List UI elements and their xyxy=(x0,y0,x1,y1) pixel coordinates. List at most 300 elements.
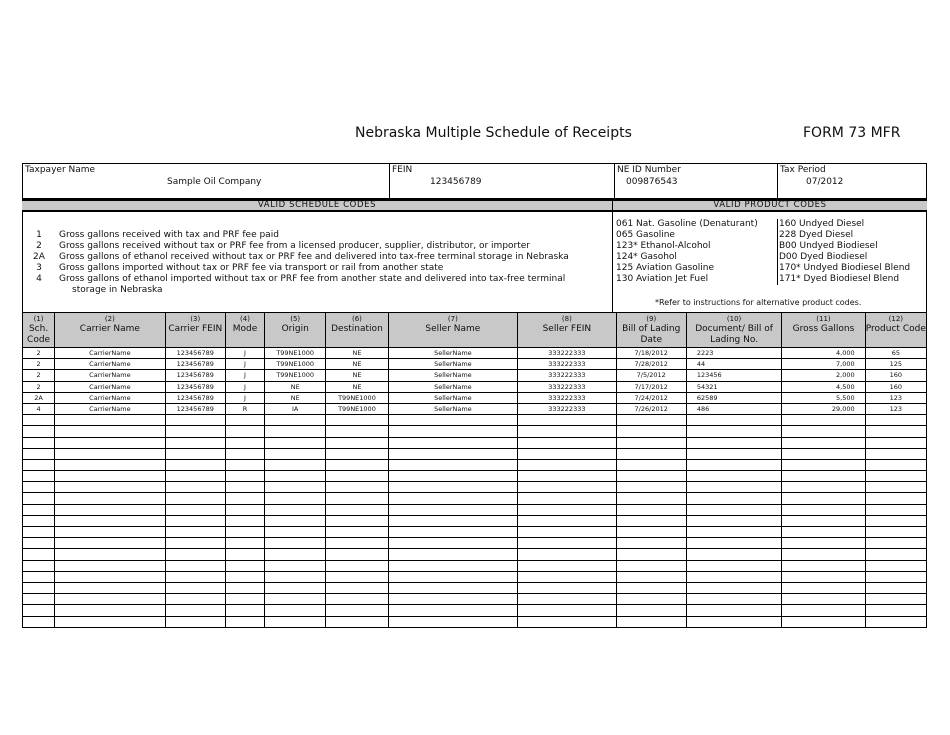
table-cell[interactable] xyxy=(55,571,165,582)
table-cell[interactable]: 4,500 xyxy=(782,381,865,392)
table-cell[interactable] xyxy=(686,504,781,515)
table-cell[interactable] xyxy=(23,448,55,459)
table-cell[interactable]: 123456789 xyxy=(165,348,225,359)
table-cell[interactable] xyxy=(225,482,264,493)
table-cell[interactable] xyxy=(616,459,686,470)
table-cell[interactable]: 7/28/2012 xyxy=(616,359,686,370)
table-cell[interactable] xyxy=(225,616,264,627)
table-cell[interactable]: J xyxy=(225,359,264,370)
table-cell[interactable] xyxy=(55,527,165,538)
table-cell[interactable] xyxy=(326,527,388,538)
table-cell[interactable] xyxy=(388,459,518,470)
table-cell[interactable] xyxy=(23,459,55,470)
table-cell[interactable] xyxy=(616,549,686,560)
table-cell[interactable] xyxy=(518,560,616,571)
table-cell[interactable] xyxy=(165,415,225,426)
table-cell[interactable] xyxy=(865,616,926,627)
table-cell[interactable]: 123456789 xyxy=(165,381,225,392)
table-cell[interactable] xyxy=(686,616,781,627)
table-cell[interactable] xyxy=(23,493,55,504)
table-cell[interactable] xyxy=(265,426,326,437)
table-cell[interactable] xyxy=(225,582,264,593)
table-cell[interactable]: J xyxy=(225,348,264,359)
table-cell[interactable] xyxy=(782,415,865,426)
table-cell[interactable]: 123 xyxy=(865,403,926,414)
table-cell[interactable] xyxy=(865,426,926,437)
table-cell[interactable] xyxy=(388,448,518,459)
table-cell[interactable] xyxy=(686,426,781,437)
table-cell[interactable] xyxy=(23,504,55,515)
table-cell[interactable] xyxy=(518,582,616,593)
table-cell[interactable]: SellerName xyxy=(388,403,518,414)
table-cell[interactable] xyxy=(55,594,165,605)
table-cell[interactable] xyxy=(782,594,865,605)
table-cell[interactable] xyxy=(782,437,865,448)
table-cell[interactable] xyxy=(388,527,518,538)
table-cell[interactable]: R xyxy=(225,403,264,414)
table-cell[interactable]: 2 xyxy=(23,381,55,392)
table-cell[interactable] xyxy=(225,515,264,526)
table-cell[interactable] xyxy=(616,560,686,571)
table-cell[interactable] xyxy=(616,538,686,549)
table-cell[interactable] xyxy=(782,426,865,437)
table-cell[interactable] xyxy=(782,471,865,482)
table-cell[interactable] xyxy=(225,527,264,538)
table-cell[interactable] xyxy=(55,538,165,549)
table-cell[interactable] xyxy=(388,482,518,493)
table-cell[interactable] xyxy=(55,504,165,515)
table-cell[interactable] xyxy=(165,493,225,504)
table-cell[interactable]: 65 xyxy=(865,348,926,359)
table-cell[interactable] xyxy=(518,549,616,560)
table-cell[interactable] xyxy=(225,538,264,549)
table-cell[interactable] xyxy=(782,571,865,582)
table-cell[interactable] xyxy=(55,437,165,448)
table-cell[interactable]: 333222333 xyxy=(518,381,616,392)
table-cell[interactable]: J xyxy=(225,370,264,381)
table-cell[interactable] xyxy=(326,448,388,459)
table-cell[interactable] xyxy=(265,515,326,526)
table-cell[interactable]: 4 xyxy=(23,403,55,414)
table-cell[interactable]: 2A xyxy=(23,392,55,403)
table-cell[interactable] xyxy=(865,549,926,560)
table-cell[interactable] xyxy=(326,538,388,549)
table-cell[interactable] xyxy=(265,538,326,549)
table-cell[interactable] xyxy=(686,493,781,504)
table-cell[interactable]: 125 xyxy=(865,359,926,370)
table-cell[interactable] xyxy=(326,482,388,493)
table-cell[interactable] xyxy=(686,415,781,426)
table-cell[interactable] xyxy=(23,538,55,549)
table-cell[interactable]: SellerName xyxy=(388,348,518,359)
table-cell[interactable] xyxy=(686,471,781,482)
table-cell[interactable]: 4,000 xyxy=(782,348,865,359)
table-cell[interactable] xyxy=(265,560,326,571)
table-cell[interactable] xyxy=(265,482,326,493)
table-cell[interactable] xyxy=(865,493,926,504)
table-cell[interactable] xyxy=(782,504,865,515)
table-cell[interactable] xyxy=(326,471,388,482)
table-cell[interactable] xyxy=(388,415,518,426)
table-cell[interactable] xyxy=(782,616,865,627)
table-cell[interactable] xyxy=(518,448,616,459)
table-cell[interactable]: 29,000 xyxy=(782,403,865,414)
table-cell[interactable] xyxy=(23,415,55,426)
table-cell[interactable]: NE xyxy=(326,381,388,392)
table-cell[interactable] xyxy=(865,448,926,459)
table-cell[interactable] xyxy=(265,448,326,459)
table-cell[interactable] xyxy=(55,549,165,560)
table-cell[interactable] xyxy=(265,527,326,538)
table-cell[interactable] xyxy=(225,571,264,582)
table-cell[interactable]: 333222333 xyxy=(518,392,616,403)
table-cell[interactable] xyxy=(265,493,326,504)
table-cell[interactable] xyxy=(23,616,55,627)
table-cell[interactable] xyxy=(165,471,225,482)
table-cell[interactable] xyxy=(55,493,165,504)
table-cell[interactable] xyxy=(388,538,518,549)
table-cell[interactable] xyxy=(326,571,388,582)
table-cell[interactable]: 333222333 xyxy=(518,370,616,381)
table-cell[interactable]: J xyxy=(225,381,264,392)
table-cell[interactable] xyxy=(686,605,781,616)
taxpayer-name-value[interactable]: Sample Oil Company xyxy=(167,177,262,187)
table-cell[interactable] xyxy=(518,538,616,549)
table-cell[interactable]: NE xyxy=(326,370,388,381)
table-cell[interactable] xyxy=(865,571,926,582)
table-cell[interactable] xyxy=(165,605,225,616)
table-cell[interactable] xyxy=(165,616,225,627)
table-cell[interactable] xyxy=(388,616,518,627)
table-cell[interactable] xyxy=(326,582,388,593)
table-cell[interactable] xyxy=(782,493,865,504)
table-cell[interactable] xyxy=(782,605,865,616)
table-cell[interactable] xyxy=(165,560,225,571)
table-cell[interactable] xyxy=(518,504,616,515)
table-cell[interactable]: 123456789 xyxy=(165,359,225,370)
table-cell[interactable] xyxy=(55,515,165,526)
table-cell[interactable] xyxy=(165,459,225,470)
table-cell[interactable]: CarrierName xyxy=(55,348,165,359)
table-cell[interactable] xyxy=(518,426,616,437)
table-cell[interactable]: 123456789 xyxy=(165,403,225,414)
table-cell[interactable] xyxy=(616,616,686,627)
table-cell[interactable] xyxy=(165,426,225,437)
table-cell[interactable] xyxy=(326,459,388,470)
table-cell[interactable]: CarrierName xyxy=(55,403,165,414)
table-cell[interactable] xyxy=(388,504,518,515)
table-cell[interactable] xyxy=(686,527,781,538)
table-cell[interactable] xyxy=(782,549,865,560)
table-cell[interactable] xyxy=(23,482,55,493)
table-cell[interactable] xyxy=(165,571,225,582)
table-cell[interactable] xyxy=(265,594,326,605)
table-cell[interactable] xyxy=(265,415,326,426)
table-cell[interactable] xyxy=(518,527,616,538)
table-cell[interactable] xyxy=(865,515,926,526)
table-cell[interactable] xyxy=(265,616,326,627)
table-cell[interactable] xyxy=(782,459,865,470)
table-cell[interactable] xyxy=(782,448,865,459)
table-cell[interactable] xyxy=(55,471,165,482)
table-cell[interactable]: 7,000 xyxy=(782,359,865,370)
table-cell[interactable] xyxy=(326,605,388,616)
table-cell[interactable] xyxy=(225,471,264,482)
table-cell[interactable] xyxy=(388,594,518,605)
table-cell[interactable] xyxy=(865,582,926,593)
table-cell[interactable] xyxy=(782,515,865,526)
table-cell[interactable]: 123 xyxy=(865,392,926,403)
table-cell[interactable] xyxy=(165,515,225,526)
table-cell[interactable] xyxy=(225,605,264,616)
table-cell[interactable] xyxy=(225,415,264,426)
table-cell[interactable] xyxy=(686,482,781,493)
table-cell[interactable] xyxy=(23,605,55,616)
table-cell[interactable] xyxy=(388,515,518,526)
table-cell[interactable] xyxy=(225,448,264,459)
table-cell[interactable]: 333222333 xyxy=(518,403,616,414)
table-cell[interactable]: 333222333 xyxy=(518,359,616,370)
table-cell[interactable] xyxy=(518,437,616,448)
table-cell[interactable] xyxy=(865,594,926,605)
table-cell[interactable] xyxy=(225,493,264,504)
table-cell[interactable]: T99NE1000 xyxy=(265,370,326,381)
table-cell[interactable] xyxy=(55,426,165,437)
table-cell[interactable] xyxy=(865,504,926,515)
table-cell[interactable] xyxy=(55,415,165,426)
table-cell[interactable] xyxy=(686,560,781,571)
table-cell[interactable] xyxy=(326,493,388,504)
table-cell[interactable] xyxy=(23,560,55,571)
table-cell[interactable] xyxy=(865,605,926,616)
tax-period-value[interactable]: 07/2012 xyxy=(806,177,844,187)
table-cell[interactable] xyxy=(388,605,518,616)
table-cell[interactable]: T99NE1000 xyxy=(265,359,326,370)
table-cell[interactable]: 333222333 xyxy=(518,348,616,359)
table-cell[interactable] xyxy=(225,594,264,605)
table-cell[interactable] xyxy=(865,560,926,571)
table-cell[interactable] xyxy=(518,415,616,426)
table-cell[interactable] xyxy=(518,594,616,605)
table-cell[interactable] xyxy=(782,582,865,593)
table-cell[interactable] xyxy=(265,571,326,582)
table-cell[interactable] xyxy=(388,549,518,560)
table-cell[interactable] xyxy=(686,549,781,560)
table-cell[interactable]: 2,000 xyxy=(782,370,865,381)
table-cell[interactable]: 160 xyxy=(865,370,926,381)
table-cell[interactable] xyxy=(782,527,865,538)
table-cell[interactable] xyxy=(782,538,865,549)
table-cell[interactable] xyxy=(616,605,686,616)
table-cell[interactable]: 160 xyxy=(865,381,926,392)
table-cell[interactable] xyxy=(326,415,388,426)
table-cell[interactable]: 54321 xyxy=(686,381,781,392)
table-cell[interactable] xyxy=(518,605,616,616)
table-cell[interactable] xyxy=(865,527,926,538)
table-cell[interactable]: 7/17/2012 xyxy=(616,381,686,392)
table-cell[interactable] xyxy=(616,527,686,538)
table-cell[interactable] xyxy=(326,426,388,437)
table-cell[interactable] xyxy=(165,538,225,549)
table-cell[interactable] xyxy=(55,448,165,459)
table-cell[interactable] xyxy=(616,594,686,605)
table-cell[interactable] xyxy=(326,504,388,515)
table-cell[interactable] xyxy=(616,571,686,582)
table-cell[interactable] xyxy=(865,538,926,549)
table-cell[interactable]: NE xyxy=(326,359,388,370)
table-cell[interactable] xyxy=(265,582,326,593)
table-cell[interactable] xyxy=(265,605,326,616)
table-cell[interactable] xyxy=(55,482,165,493)
table-cell[interactable] xyxy=(326,560,388,571)
table-cell[interactable]: 44 xyxy=(686,359,781,370)
table-cell[interactable]: 2 xyxy=(23,370,55,381)
table-cell[interactable] xyxy=(55,616,165,627)
table-cell[interactable]: 2 xyxy=(23,359,55,370)
table-cell[interactable]: 2223 xyxy=(686,348,781,359)
table-cell[interactable] xyxy=(165,527,225,538)
table-cell[interactable] xyxy=(388,571,518,582)
table-cell[interactable] xyxy=(265,459,326,470)
table-cell[interactable] xyxy=(616,582,686,593)
table-cell[interactable] xyxy=(265,471,326,482)
table-cell[interactable]: T99NE1000 xyxy=(265,348,326,359)
table-cell[interactable] xyxy=(686,448,781,459)
table-cell[interactable]: SellerName xyxy=(388,392,518,403)
table-cell[interactable] xyxy=(865,459,926,470)
table-cell[interactable]: 123456789 xyxy=(165,370,225,381)
table-cell[interactable]: NE xyxy=(265,381,326,392)
table-cell[interactable] xyxy=(388,493,518,504)
table-cell[interactable] xyxy=(326,616,388,627)
table-cell[interactable]: 486 xyxy=(686,403,781,414)
table-cell[interactable] xyxy=(616,426,686,437)
table-cell[interactable]: 62589 xyxy=(686,392,781,403)
table-cell[interactable] xyxy=(616,448,686,459)
table-cell[interactable] xyxy=(225,504,264,515)
table-cell[interactable] xyxy=(616,515,686,526)
table-cell[interactable] xyxy=(686,515,781,526)
table-cell[interactable] xyxy=(326,437,388,448)
table-cell[interactable] xyxy=(55,560,165,571)
table-cell[interactable]: NE xyxy=(265,392,326,403)
table-cell[interactable]: SellerName xyxy=(388,381,518,392)
table-cell[interactable] xyxy=(326,515,388,526)
table-cell[interactable] xyxy=(165,549,225,560)
table-cell[interactable] xyxy=(165,482,225,493)
table-cell[interactable]: SellerName xyxy=(388,370,518,381)
table-cell[interactable] xyxy=(686,459,781,470)
table-cell[interactable] xyxy=(865,471,926,482)
table-cell[interactable] xyxy=(616,471,686,482)
table-cell[interactable] xyxy=(782,560,865,571)
table-cell[interactable] xyxy=(518,616,616,627)
table-cell[interactable] xyxy=(165,448,225,459)
table-cell[interactable]: 7/24/2012 xyxy=(616,392,686,403)
table-cell[interactable] xyxy=(23,594,55,605)
table-cell[interactable] xyxy=(225,426,264,437)
fein-value[interactable]: 123456789 xyxy=(430,177,482,187)
table-cell[interactable] xyxy=(865,482,926,493)
table-cell[interactable] xyxy=(225,560,264,571)
table-cell[interactable]: 7/18/2012 xyxy=(616,348,686,359)
table-cell[interactable] xyxy=(518,459,616,470)
table-cell[interactable] xyxy=(686,437,781,448)
table-cell[interactable] xyxy=(388,471,518,482)
table-cell[interactable] xyxy=(518,482,616,493)
table-cell[interactable] xyxy=(686,582,781,593)
table-cell[interactable] xyxy=(23,471,55,482)
table-cell[interactable]: SellerName xyxy=(388,359,518,370)
table-cell[interactable] xyxy=(518,515,616,526)
table-cell[interactable]: NE xyxy=(326,348,388,359)
table-cell[interactable] xyxy=(616,437,686,448)
table-cell[interactable] xyxy=(865,415,926,426)
table-cell[interactable] xyxy=(225,437,264,448)
table-cell[interactable] xyxy=(23,582,55,593)
table-cell[interactable] xyxy=(686,538,781,549)
table-cell[interactable]: CarrierName xyxy=(55,392,165,403)
table-cell[interactable] xyxy=(265,549,326,560)
table-cell[interactable] xyxy=(23,515,55,526)
table-cell[interactable] xyxy=(326,594,388,605)
table-cell[interactable] xyxy=(55,459,165,470)
table-cell[interactable]: CarrierName xyxy=(55,381,165,392)
table-cell[interactable]: 7/26/2012 xyxy=(616,403,686,414)
table-cell[interactable] xyxy=(686,571,781,582)
table-cell[interactable] xyxy=(265,504,326,515)
table-cell[interactable] xyxy=(165,582,225,593)
table-cell[interactable] xyxy=(225,549,264,560)
table-cell[interactable] xyxy=(23,437,55,448)
table-cell[interactable] xyxy=(388,437,518,448)
table-cell[interactable] xyxy=(55,582,165,593)
table-cell[interactable]: 5,500 xyxy=(782,392,865,403)
table-cell[interactable]: CarrierName xyxy=(55,359,165,370)
table-cell[interactable] xyxy=(388,426,518,437)
table-cell[interactable] xyxy=(265,437,326,448)
table-cell[interactable] xyxy=(23,426,55,437)
table-cell[interactable]: IA xyxy=(265,403,326,414)
table-cell[interactable]: 123456 xyxy=(686,370,781,381)
table-cell[interactable] xyxy=(326,549,388,560)
table-cell[interactable] xyxy=(165,437,225,448)
table-cell[interactable]: 123456789 xyxy=(165,392,225,403)
table-cell[interactable] xyxy=(23,527,55,538)
table-cell[interactable] xyxy=(865,437,926,448)
table-cell[interactable] xyxy=(23,549,55,560)
table-cell[interactable] xyxy=(23,571,55,582)
table-cell[interactable]: CarrierName xyxy=(55,370,165,381)
table-cell[interactable] xyxy=(225,459,264,470)
table-cell[interactable] xyxy=(686,594,781,605)
table-cell[interactable]: 7/5/2012 xyxy=(616,370,686,381)
table-cell[interactable] xyxy=(388,582,518,593)
table-cell[interactable] xyxy=(518,571,616,582)
table-cell[interactable] xyxy=(518,493,616,504)
table-cell[interactable] xyxy=(616,482,686,493)
table-cell[interactable] xyxy=(388,560,518,571)
table-cell[interactable] xyxy=(518,471,616,482)
table-cell[interactable] xyxy=(616,504,686,515)
table-cell[interactable]: T99NE1000 xyxy=(326,392,388,403)
table-cell[interactable] xyxy=(616,415,686,426)
table-cell[interactable]: T99NE1000 xyxy=(326,403,388,414)
table-cell[interactable]: 2 xyxy=(23,348,55,359)
ne-id-value[interactable]: 009876543 xyxy=(626,177,678,187)
table-cell[interactable]: J xyxy=(225,392,264,403)
table-cell[interactable] xyxy=(165,594,225,605)
